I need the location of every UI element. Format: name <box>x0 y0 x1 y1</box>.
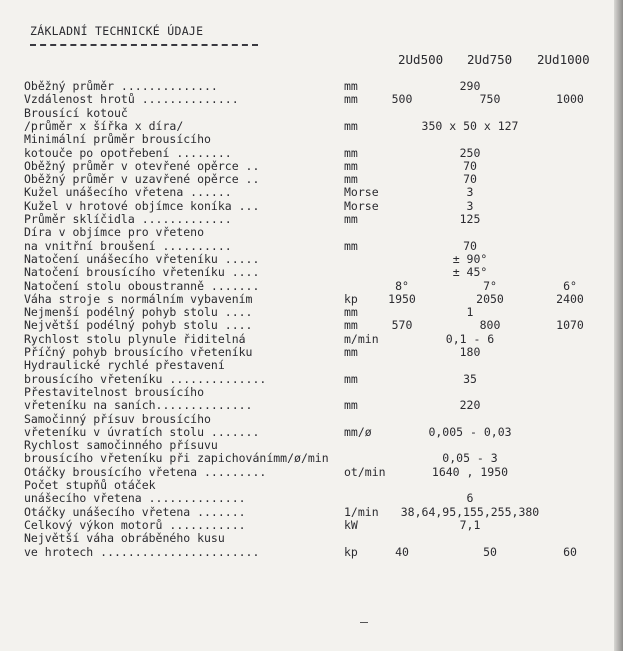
spec-value-2ud500: 1950 <box>388 291 416 306</box>
spec-unit: mm <box>344 212 358 226</box>
spec-label: Největší váha obráběného kusu <box>24 531 225 546</box>
spec-label: Minimální průměr brousícího <box>24 132 211 147</box>
spec-unit: mm <box>344 371 358 386</box>
spec-label: Otáčky brousícího vřetena ......... <box>24 464 267 479</box>
spec-value-2ud750: 50 <box>483 544 497 559</box>
spec-row <box>0 373 614 385</box>
spec-label: Natočení stolu oboustranně ....... <box>24 278 260 293</box>
spec-label: Hydraulické rychlé přestavení <box>24 358 225 373</box>
spec-value-2ud1000: 6° <box>563 278 577 293</box>
spec-unit: mm <box>344 79 358 93</box>
spec-row <box>0 532 614 544</box>
spec-value-common: 0,05 - 3 <box>442 451 498 466</box>
spec-row <box>0 200 614 212</box>
spec-unit: mm <box>344 172 358 187</box>
spec-label: Oběžný průměr v uzavřené opěrce .. <box>24 172 260 187</box>
spec-row <box>0 280 614 292</box>
page-edge-shadow <box>614 0 623 651</box>
spec-unit: Morse <box>344 185 379 200</box>
spec-row <box>0 519 614 531</box>
spec-label: Přestavitelnost brousícího <box>24 384 205 399</box>
spec-value-common: ± 45° <box>452 265 488 280</box>
spec-unit: kW <box>344 517 358 532</box>
spec-value-2ud1000: 1000 <box>556 92 584 107</box>
spec-row <box>0 93 614 105</box>
spec-row <box>0 133 614 145</box>
spec-value-common: 3 <box>466 185 474 200</box>
spec-row <box>0 506 614 518</box>
spec-label: vřeteníku na saních.............. <box>24 398 253 413</box>
spec-unit: mm <box>344 118 358 133</box>
spec-row <box>0 359 614 371</box>
spec-value-common: 70 <box>463 158 477 173</box>
model-header-2: 2Ud750 <box>467 52 513 67</box>
spec-row <box>0 160 614 172</box>
spec-value-2ud1000: 1070 <box>556 318 584 333</box>
spec-label: Největší podélný pohyb stolu .... <box>24 318 253 333</box>
spec-row <box>0 226 614 238</box>
spec-value-common: ± 90° <box>452 251 488 266</box>
spec-unit: mm/ø <box>344 424 372 439</box>
spec-row <box>0 492 614 504</box>
spec-value-2ud750: 2050 <box>476 291 504 306</box>
spec-value-common: 1 <box>466 305 474 320</box>
spec-label: kotouče po opotřebení ........ <box>24 145 232 160</box>
spec-row <box>0 107 614 119</box>
spec-unit: mm <box>344 345 358 359</box>
spec-row <box>0 319 614 331</box>
spec-unit: kp <box>344 291 358 306</box>
spec-label: Kužel v hrotové objímce koníka ... <box>24 198 260 213</box>
spec-label: Nejmenší podélný pohyb stolu .... <box>24 305 253 320</box>
spec-row <box>0 452 614 464</box>
spec-label: Vzdálenost hrotů .............. <box>24 92 239 107</box>
spec-row <box>0 346 614 358</box>
spec-unit: mm <box>344 305 358 320</box>
spec-label: Rychlost samočinného přísuvu <box>24 438 218 453</box>
spec-value-2ud750: 7° <box>483 278 497 293</box>
spec-label: Oběžný průměr .............. <box>24 79 218 93</box>
spec-value-common: 6 <box>466 491 474 506</box>
spec-row <box>0 333 614 345</box>
spec-value-common: 1640 , 1950 <box>431 464 509 479</box>
spec-value-common: 38,64,95,155,255,380 <box>400 504 540 519</box>
spec-label: brousícího vřeteníku při zapichovánímm/ø/min <box>24 451 329 466</box>
spec-unit: mm <box>344 158 358 173</box>
spec-unit: kp <box>344 544 358 559</box>
spec-label: Kužel unášecího vřetena ...... <box>24 185 232 200</box>
spec-label: Otáčky unášecího vřetena ....... <box>24 504 246 519</box>
spec-label: Počet stupňů otáček <box>24 478 156 492</box>
title-underline <box>30 44 258 46</box>
spec-label: Natočení unášecího vřeteníku ..... <box>24 251 260 266</box>
spec-value-2ud500: 570 <box>391 318 413 333</box>
spec-value-2ud1000: 2400 <box>556 291 584 306</box>
spec-unit: 1/min <box>344 504 379 519</box>
spec-value-2ud500: 40 <box>395 544 409 559</box>
spec-value-2ud500: 8° <box>395 278 409 293</box>
spec-value-common: 35 <box>463 371 477 386</box>
spec-value-common: 3 <box>466 198 474 213</box>
spec-row <box>0 266 614 278</box>
model-header-1: 2Ud500 <box>398 52 444 67</box>
spec-label: /průměr x šířka x díra/ <box>24 118 184 133</box>
spec-row <box>0 240 614 252</box>
spec-row <box>0 147 614 159</box>
spec-label: Brousící kotouč <box>24 105 128 120</box>
spec-value-common: 250 <box>459 145 481 160</box>
spec-value-common: 70 <box>463 238 477 253</box>
spec-label: Průměr sklíčidla ............. <box>24 212 232 226</box>
spec-row <box>0 120 614 132</box>
spec-label: na vnitřní broušení .......... <box>24 238 232 253</box>
spec-label: Celkový výkon motorů ........... <box>24 517 246 532</box>
spec-row <box>0 173 614 185</box>
spec-value-common: 220 <box>459 398 481 413</box>
spec-row <box>0 253 614 265</box>
spec-row <box>0 546 614 558</box>
spec-row <box>0 186 614 198</box>
spec-value-common: 125 <box>459 212 481 226</box>
spec-value-2ud1000: 60 <box>563 544 577 559</box>
spec-row <box>0 306 614 318</box>
spec-label: Díra v objímce pro vřeteno <box>24 225 205 240</box>
page-mark <box>360 622 368 623</box>
spec-label: Samočinný přísuv brousícího <box>24 411 211 426</box>
spec-unit: ot/min <box>344 464 386 479</box>
spec-value-2ud750: 800 <box>479 318 501 333</box>
spec-label: Příčný pohyb brousícího vřeteníku <box>24 345 253 359</box>
spec-label: unášecího vřetena .............. <box>24 491 246 506</box>
spec-row <box>0 439 614 451</box>
spec-label: ve hrotech ....................... <box>24 544 260 559</box>
spec-unit: mm <box>344 92 358 107</box>
spec-label: Oběžný průměr v otevřené opěrce .. <box>24 158 260 173</box>
spec-label: vřeteníku v úvratích stolu ....... <box>24 424 260 439</box>
spec-row <box>0 426 614 438</box>
spec-unit: Morse <box>344 198 379 213</box>
spec-label: Váha stroje s normálním vybavením <box>24 291 253 306</box>
spec-value-2ud500: 500 <box>391 92 413 107</box>
spec-row <box>0 80 614 92</box>
spec-value-common: 70 <box>463 172 477 187</box>
spec-value-common: 0,005 - 0,03 <box>428 424 512 439</box>
spec-unit: mm <box>344 238 358 253</box>
spec-row <box>0 466 614 478</box>
spec-value-common: 0,1 - 6 <box>445 331 495 346</box>
document-title: ZÁKLADNÍ TECHNICKÉ ÚDAJE <box>30 24 204 38</box>
spec-value-2ud750: 750 <box>479 92 501 107</box>
spec-row <box>0 213 614 225</box>
spec-unit: mm <box>344 145 358 160</box>
spec-unit: mm <box>344 318 358 333</box>
spec-label: Rychlost stolu plynule řiditelná <box>24 331 246 346</box>
spec-value-common: 7,1 <box>459 517 481 532</box>
spec-row <box>0 293 614 305</box>
spec-label: brousícího vřeteníku .............. <box>24 371 267 386</box>
spec-value-common: 350 x 50 x 127 <box>421 118 519 133</box>
spec-label: Natočení brousícího vřeteníku .... <box>24 265 260 280</box>
spec-row <box>0 479 614 491</box>
spec-row <box>0 413 614 425</box>
model-header-3: 2Ud1000 <box>537 52 590 67</box>
spec-value-common: 290 <box>459 79 481 93</box>
spec-unit: mm <box>344 398 358 413</box>
spec-row <box>0 399 614 411</box>
spec-value-common: 180 <box>459 345 481 359</box>
spec-row <box>0 386 614 398</box>
spec-unit: m/min <box>344 331 379 346</box>
